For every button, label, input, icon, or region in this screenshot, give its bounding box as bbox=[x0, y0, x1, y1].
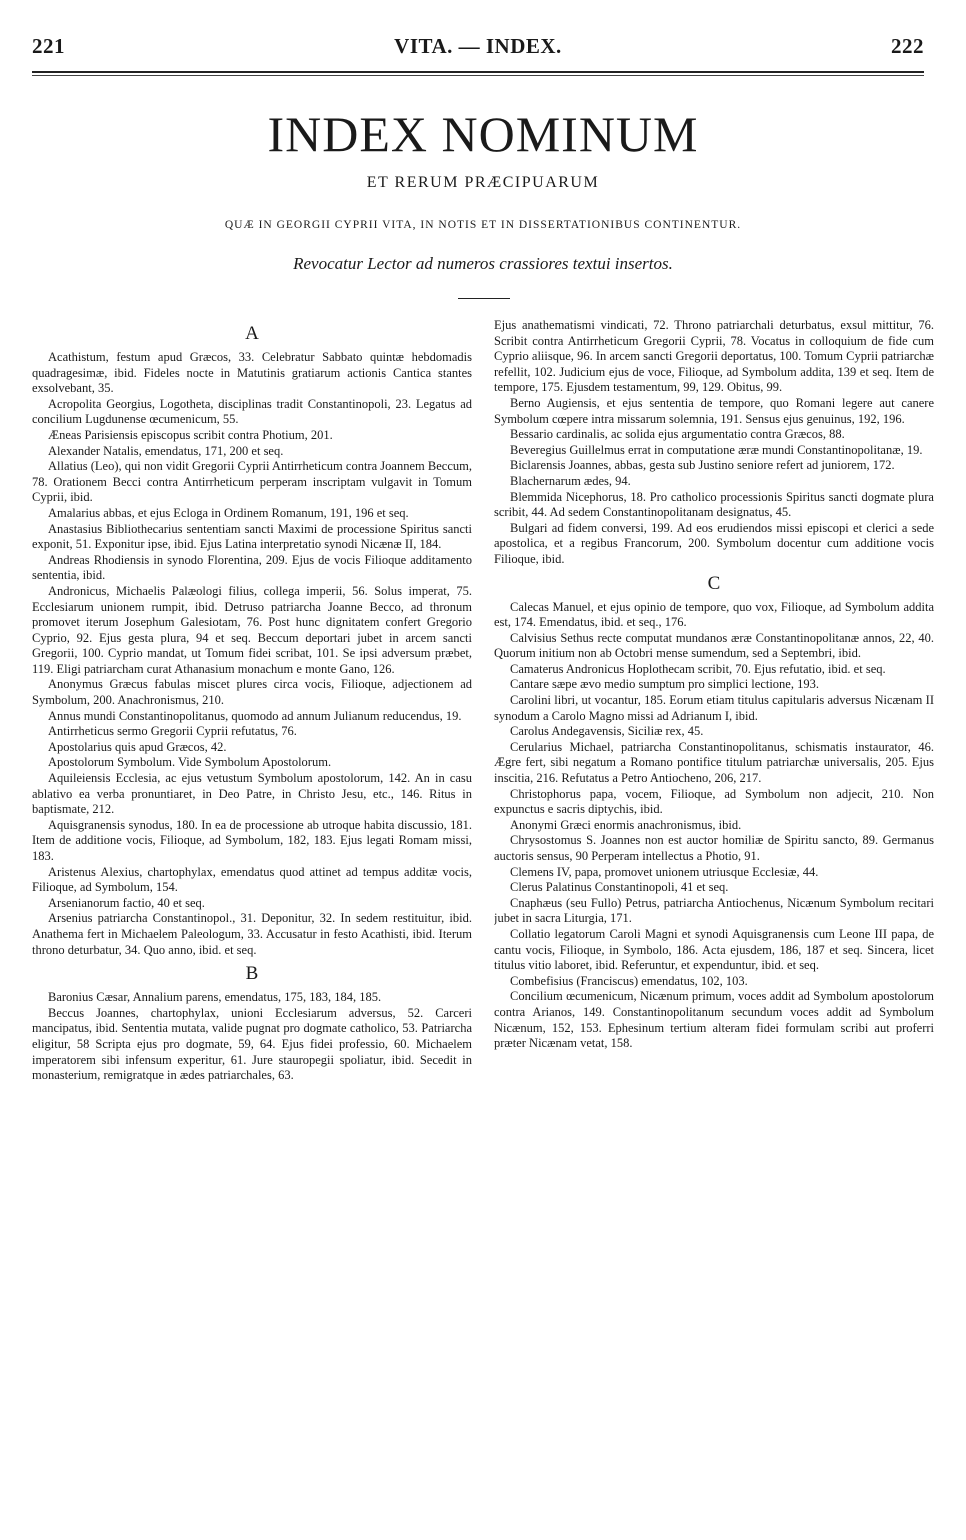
index-entry: Calvisius Sethus recte computat mundanos æræ Constantinopolitanæ annos, 22, 40. Quorum initium non ab Octobri mense sumendum, sed a Septembri, ibid. bbox=[494, 630, 934, 661]
index-entry: Cantare sæpe ævo medio sumptum pro simplici lectione, 193. bbox=[510, 677, 819, 692]
index-entry: Concilium œcumenicum, Nicænum primum, voces addit ad Symbolum apostolorum contra Arianos, 149. Constantinopolitanum secundum voces addit ad Symbolum Nicænum, 152, 153. Ephesinum tertium alteram fidei formulam scribi aut proferri præter Nicænam vetat, 158. bbox=[494, 989, 934, 1051]
index-entry: Annus mundi Constantinopolitanus, quomodo ad annum Julianum reducendus, 19. bbox=[48, 708, 462, 723]
index-entry: Collatio legatorum Caroli Magni et synodi Aquisgranensis cum Leone III papa, de cantu vocis, Filioque, in Symbolo, 186. Acta ejusdem, 186, 187 et seq. Sincera, licet titulus vitio laboret, ibid. Referuntur, et expenduntur, ibid. et seq. bbox=[494, 926, 934, 973]
index-entry: Bessario cardinalis, ac solida ejus argumentatio contra Græcos, 88. bbox=[510, 427, 845, 442]
right-column bbox=[494, 318, 934, 1528]
index-entry: Clerus Palatinus Constantinopoli, 41 et seq. bbox=[510, 880, 729, 895]
index-title: INDEX NOMINUM bbox=[267, 106, 699, 162]
index-entry: Andronicus, Michaelis Palæologi filius, collega imperii, 56. Solus imperat, 75. Ecclesiarum unionem rumpit, ibid. Detruso patriarcha Joanne Becco, ad thronum promovet iterum Josephum Galesiotam, 76. Post hunc dignitatem confert Gregorio Cyprio, 92. Ejus gesta plura, 94 et seq. Beccum deportari jubet in arcem sancti Gregorii, 100. Cyprio mandat, ut Tomum fidei scribat, 101. Se ipsi adversum præbet, 119. Eligi patriarcham curat Athanasium monachum e monte Gano, 126. bbox=[32, 583, 472, 676]
header-rule-thin bbox=[32, 75, 924, 76]
index-entry: Carolini libri, ut vocantur, 185. Eorum etiam titulus capitularis adversus Nicænam II synodum a Carolo Magno missi ad Adrianum I, ibid. bbox=[494, 693, 934, 723]
index-entry: Arsenius patriarcha Constantinopol., 31. Deponitur, 32. In sedem restituitur, ibid. Anathema fert in Michaelem Paleologum, 33. Accusatur in festo Acathisti, ibid. Iterum throno deturbatur, 34. Quo anno, ibid. et seq. bbox=[32, 911, 472, 957]
index-entry: Anastasius Bibliothecarius sententiam sancti Maximi de processione Spiritus sancti exponit, 51. Exponitur ipse, ibid. Ejus Latina interpretatio synodi Nicænæ II, 184. bbox=[32, 521, 472, 552]
index-entry: Calecas Manuel, et ejus opinio de tempore, quo vox, Filioque, ad Symbolum addita est, 174. Emendatus, ibid. et seq., 176. bbox=[494, 599, 934, 630]
index-entry: Andreas Rhodiensis in synodo Florentina, 209. Ejus de vocis Filioque additamento sententia, ibid. bbox=[32, 552, 472, 583]
index-entry: Anonymus Græcus fabulas miscet plures circa vocis, Filioque, adjectionem ad Symbolum, 200. Anachronismus, 210. bbox=[32, 677, 472, 708]
index-entry: Acropolita Georgius, Logotheta, disciplinas tradit Constantinopoli, 23. Legatus ad concilium Lugdunense œcumenicum, 55. bbox=[32, 396, 472, 427]
running-head bbox=[32, 34, 924, 60]
index-entry: Berno Augiensis, et ejus sententia de tempore, quo Romani legere aut canere Symbolum cœpere intra missarum solemnia, 191. Sensus ejus genuinus, 192, 196. bbox=[494, 395, 934, 426]
index-entry: Blachernarum ædes, 94. bbox=[510, 473, 631, 488]
index-entry: Cerularius Michael, patriarcha Constantinopolitanus, schismatis instaurator, 46. Ægre fert, sibi negatum a Romano pontifice titulum patriarchæ universalis, 205. Ejus inscitia, 216. Refutatus a Petro Antiocheno, 206, 217. bbox=[494, 739, 934, 786]
header-rule bbox=[32, 71, 924, 73]
index-entry: Æneas Parisiensis episcopus scribit contra Photium, 201. bbox=[48, 427, 333, 442]
index-entry: Camaterus Andronicus Hoplothecam scribit, 70. Ejus refutatio, ibid. et seq. bbox=[510, 661, 886, 676]
index-entry: Apostolorum Symbolum. Vide Symbolum Apostolorum. bbox=[48, 755, 332, 770]
index-entry: Beveregius Guillelmus errat in computatione æræ mundi Constantinopolitanæ, 19. bbox=[510, 442, 923, 457]
index-entry: Carolus Andegavensis, Siciliæ rex, 45. bbox=[510, 724, 704, 739]
index-entry: Amalarius abbas, et ejus Ecloga in Ordinem Romanum, 191, 196 et seq. bbox=[48, 505, 409, 520]
index-entry: Bulgari ad fidem conversi, 199. Ad eos erudiendos missi episcopi et clerici a sede apostolica, et a regibus Francorum, 200. Symbolum docentur cum additione vocis Filioque, ibid. bbox=[494, 520, 934, 566]
right-page-number: 222 bbox=[891, 34, 924, 58]
index-entry: Anonymi Græci enormis anachronismus, ibid. bbox=[510, 817, 742, 832]
index-entry: Blemmida Nicephorus, 18. Pro catholico processionis Spiritus sancti dogmate plura scribit, 44. Ad sedem Constantinopolitanam designatus, 45. bbox=[494, 489, 934, 520]
left-page-number: 221 bbox=[32, 34, 65, 58]
index-entry: Christophorus papa, vocem, Filioque, ad Symbolum non adjecit, 210. Non expunctus e sacris diptychis, ibid. bbox=[494, 786, 934, 817]
index-entry: Apostolarius quis apud Græcos, 42. bbox=[48, 739, 227, 754]
index-entry: Beccus Joannes, chartophylax, unioni Ecclesiarum adversus, 52. Carceri mancipatus, ibid. Sententia mutata, valide pugnat pro dogmate catholico, 53. Patriarcha eligitur, 58 Scripta ejus pro dogmate, 59, 64. Ejus fidei professio, 60. Michaelem imperatorem sibi infensum experitur, 61. Jure stauropegii spoliatur, ibid. Secedit in monasterium, remigratque in ædes patriarchales, 63. bbox=[32, 1005, 472, 1083]
index-entry: Chrysostomus S. Joannes non est auctor homiliæ de Spiritu sancto, 89. Germanus auctoris sensus, 90 Perperam intellectus a Photio, 91. bbox=[494, 833, 934, 863]
index-entry: Aristenus Alexius, chartophylax, emendatus quod attinet ad tempus additæ vocis, Filioque, ad Symbolum, 154. bbox=[32, 864, 472, 895]
index-entry: Arsenianorum factio, 40 et seq. bbox=[48, 895, 205, 910]
index-entry: Acathistum, festum apud Græcos, 33. Celebratur Sabbato quintæ hebdomadis quadragesimæ, ibid. Fideles nocte in Matutinis gratiarum actionis Cantica stantes exsolvebant, 35. bbox=[32, 350, 472, 396]
section-letter-c: C bbox=[707, 572, 721, 594]
index-entry: Clemens IV, papa, promovet unionem utriusque Ecclesiæ, 44. bbox=[510, 864, 819, 879]
running-head-title: VITA. — INDEX. bbox=[394, 34, 562, 58]
index-entry: Combefisius (Franciscus) emendatus, 102, 103. bbox=[510, 973, 748, 988]
index-entry: Antirrheticus sermo Gregorii Cyprii refutatus, 76. bbox=[48, 724, 297, 739]
divider-rule bbox=[458, 298, 510, 299]
index-subtitle: ET RERUM PRÆCIPUARUM bbox=[366, 174, 600, 191]
index-entry: Aquileiensis Ecclesia, ac ejus vetustum Symbolum apostolorum, 142. An in casu ablativo ea verba pronuntiaret, in Deo Patre, in Christo Jesu, etc., 146. Ritus in baptismate, 212. bbox=[32, 771, 472, 817]
index-entry: Cnaphæus (seu Fullo) Petrus, patriarcha Antiochenus, Nicænum Symbolum recitari jubet in sacra Liturgia, 171. bbox=[494, 895, 934, 926]
index-entry: Baronius Cæsar, Annalium parens, emendatus, 175, 183, 184, 185. bbox=[48, 990, 382, 1005]
section-letter-a: A bbox=[245, 323, 259, 344]
index-entry: Alexander Natalis, emendatus, 171, 200 et seq. bbox=[48, 443, 284, 458]
section-letter-b: B bbox=[245, 963, 259, 985]
index-entry: Allatius (Leo), qui non vidit Gregorii Cyprii Antirrheticum contra Joannem Beccum, 78. Orationem Becci contra Antirrheticum perperam inscriptam vulgavit in Tomum Cyprii, ibid. bbox=[32, 459, 472, 505]
left-column bbox=[32, 318, 472, 1528]
index-entry: Aquisgranensis synodus, 180. In ea de processione ab utroque habita discussio, 181. Item de additione vocis, Filioque, ad Symbolum, 182, 183. Ejus legati Romam missi, 183. bbox=[32, 817, 472, 863]
index-subtitle-2: QUÆ IN GEORGII CYPRII VITA, IN NOTIS ET IN DISSERTATIONIBUS CONTINENTUR. bbox=[224, 219, 742, 231]
index-entry-continued: Ejus anathematismi vindicati, 72. Throno patriarchali deturbatus, exsul mittitur, 76. Scribit contra Antirrheticum Gregorii Cyprii, 78. Vocatus in colloquium de fide cum Cyprio aliisque, 96. In arcem sancti Gregorii deportatus, 100. Tomum Cyprii patriarchæ refellit, 102. Judicium ejus de voce, Filioque, ad Symbolum addita, 139 et seq. Item de tempore, 175. Ejusdem testamentum, 99, 129. Obitus, 99. bbox=[494, 318, 934, 395]
index-entry: Biclarensis Joannes, abbas, gesta sub Justino seniore refert ad juniorem, 172. bbox=[510, 458, 895, 473]
reader-note: Revocatur Lector ad numeros crassiores textui insertos. bbox=[293, 254, 673, 273]
